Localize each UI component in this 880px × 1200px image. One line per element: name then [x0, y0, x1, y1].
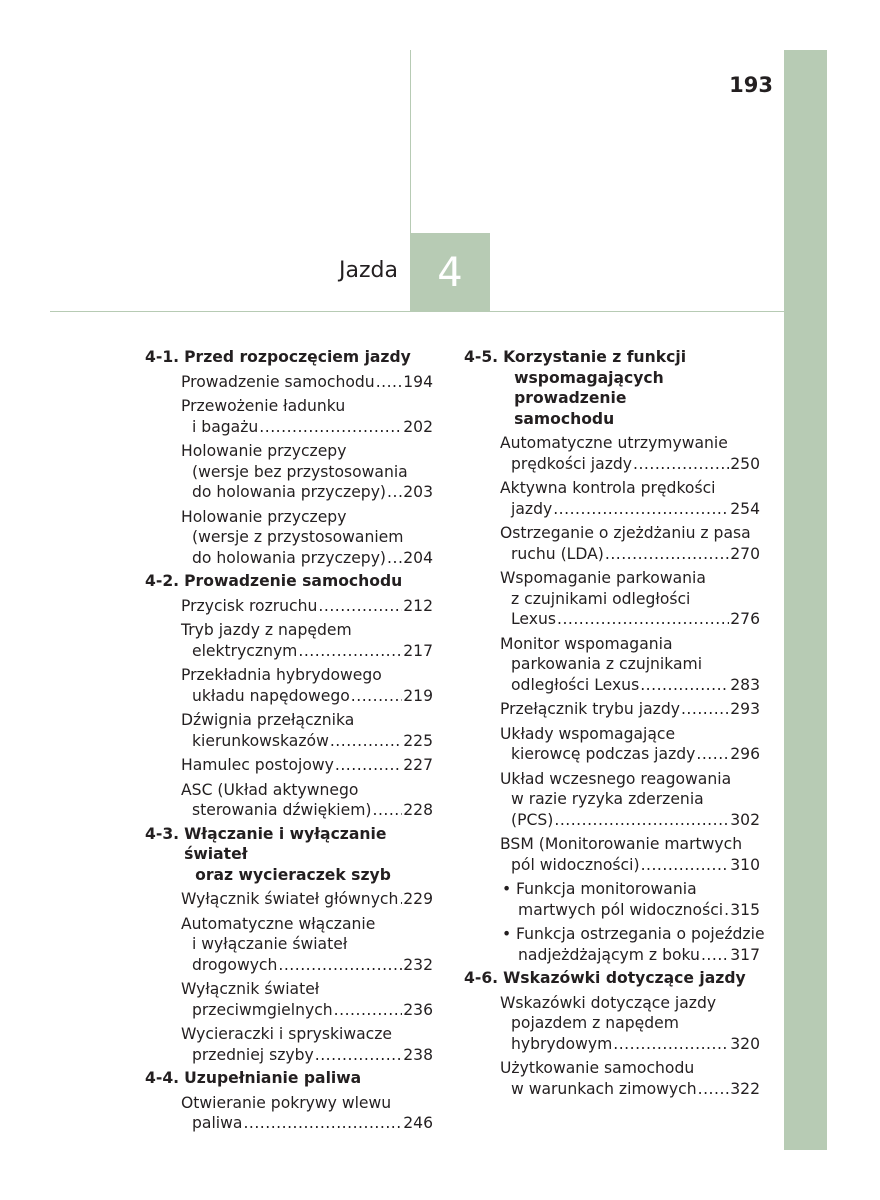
entry-page: 225 [403, 731, 433, 750]
entry-page: 217 [403, 641, 433, 660]
entry-page: 254 [730, 499, 760, 518]
toc-entry[interactable] [500, 523, 760, 564]
section-number: 4-2. [145, 572, 180, 590]
entry-text: martwych pól widoczności [518, 900, 724, 919]
toc-entry[interactable] [181, 914, 433, 976]
entry-line: Układy wspomagające [500, 724, 676, 743]
entry-line: z czujnikami odległości [511, 589, 691, 608]
toc-entry[interactable] [500, 993, 760, 1055]
entry-text: kierunkowskazów [192, 731, 329, 750]
section-number: 4-3. [145, 824, 180, 843]
toc-bullet-entry[interactable] [502, 924, 765, 965]
entry-line: Przewożenie ładunku [181, 397, 346, 415]
entry-line: i wyłączanie świateł [192, 935, 348, 953]
toc-entry[interactable] [181, 889, 433, 910]
entry-page: 236 [403, 1000, 433, 1019]
entry-text: Lexus [511, 610, 556, 628]
entry-text: elektrycznym [192, 641, 298, 660]
entry-line: Układ wczesnego reagowania [500, 769, 732, 788]
leader-dots [318, 596, 402, 617]
leader-dots [557, 609, 729, 630]
leader-dots [613, 1034, 729, 1055]
entry-line: w razie ryzyka zderzenia [511, 790, 704, 808]
entry-page: 293 [730, 700, 760, 718]
toc-entry[interactable] [500, 1058, 760, 1099]
toc-entry[interactable] [181, 665, 433, 706]
section-title: Prowadzenie samochodu [184, 572, 403, 590]
entry-line: Przekładnia hybrydowego [181, 666, 382, 684]
entry-line: Wskazówki dotyczące jazdy [500, 993, 717, 1012]
leader-dots [372, 800, 402, 821]
leader-dots [724, 900, 729, 921]
entry-line: Funkcja monitorowania [516, 880, 697, 898]
toc-entry[interactable] [500, 699, 760, 720]
section-number: 4-6. [464, 969, 499, 987]
chapter-side-tab [784, 50, 827, 1150]
leader-dots [351, 686, 402, 707]
toc-entry[interactable] [181, 396, 433, 437]
toc-entry[interactable] [181, 507, 433, 569]
entry-line: Wyłącznik świateł [181, 980, 320, 998]
toc-entry[interactable] [500, 433, 760, 474]
toc-section-4-6[interactable] [464, 968, 760, 989]
chapter-number: 4 [437, 249, 463, 296]
section-title: samochodu [514, 409, 615, 428]
entry-page: 296 [730, 745, 760, 763]
entry-text: Hamulec postojowy [181, 756, 334, 774]
section-number: 4-1. [145, 348, 180, 366]
leader-dots [298, 641, 402, 662]
entry-text: pól widoczności) [511, 855, 640, 874]
entry-text: odległości Lexus [511, 675, 640, 694]
entry-text: paliwa [192, 1114, 243, 1132]
section-number: 4-5. [464, 348, 499, 366]
entry-page: 219 [403, 686, 433, 705]
leader-dots [696, 744, 729, 765]
bullet-icon: • [502, 925, 512, 943]
entry-line: pojazdem z napędem [511, 1014, 679, 1032]
entry-text: układu napędowego [192, 686, 350, 705]
leader-dots [259, 417, 402, 438]
entry-text: do holowania przyczepy) [192, 483, 387, 501]
section-title: Wskazówki dotyczące jazdy [503, 969, 746, 987]
entry-text: w warunkach zimowych [511, 1079, 697, 1098]
entry-page: 315 [730, 900, 760, 919]
toc-entry[interactable] [181, 755, 433, 776]
entry-line: Holowanie przyczepy [181, 442, 347, 460]
entry-page: 203 [403, 483, 433, 501]
toc-entry[interactable] [181, 1093, 433, 1134]
entry-page: 310 [730, 855, 760, 874]
toc-left-column [145, 344, 433, 1134]
leader-dots [387, 548, 402, 569]
toc-entry[interactable] [181, 1024, 433, 1065]
toc-entry[interactable] [500, 568, 760, 630]
leader-dots [554, 810, 729, 831]
entry-line: Aktywna kontrola prędkości [500, 479, 716, 497]
leader-dots [387, 482, 402, 503]
entry-line: Funkcja ostrzegania o pojeździe [516, 925, 765, 943]
entry-line: parkowania z czujnikami [511, 655, 703, 673]
entry-line: (wersje z przystosowaniem [192, 528, 404, 546]
entry-page: 246 [403, 1114, 433, 1132]
leader-dots [335, 755, 402, 776]
entry-text: Wyłącznik świateł głównych [181, 890, 399, 908]
entry-page: 229 [403, 890, 433, 908]
toc-entry[interactable] [181, 441, 433, 503]
leader-dots [399, 889, 402, 910]
toc-section-4-1[interactable] [145, 347, 433, 368]
entry-page: 194 [403, 372, 433, 391]
entry-text: (PCS) [511, 810, 554, 829]
entry-text: ruchu (LDA) [511, 544, 604, 563]
entry-line: Dźwignia przełącznika [181, 711, 355, 729]
leader-dots [633, 454, 729, 475]
entry-text: kierowcę podczas jazdy [511, 745, 696, 763]
entry-line: Wycieraczki i spryskiwacze [181, 1025, 393, 1043]
entry-page: 204 [403, 548, 433, 567]
entry-text: i bagażu [192, 417, 259, 436]
entry-text: przedniej szyby [192, 1045, 314, 1064]
entry-text: hybrydowym [511, 1034, 613, 1053]
entry-page: 238 [403, 1045, 433, 1064]
entry-line: Monitor wspomagania [500, 634, 673, 653]
entry-line: Holowanie przyczepy [181, 507, 347, 526]
toc-entry[interactable] [181, 979, 433, 1020]
entry-text: Przycisk rozruchu [181, 596, 318, 615]
toc-bullet-entry[interactable] [502, 879, 760, 920]
section-title: Korzystanie z funkcji [503, 348, 687, 366]
entry-page: 317 [730, 945, 760, 964]
entry-page: 270 [730, 544, 760, 563]
leader-dots [640, 675, 729, 696]
toc-entry[interactable] [500, 769, 760, 831]
toc-entry[interactable] [500, 834, 760, 875]
entry-line: Ostrzeganie o zjeżdżaniu z pasa [500, 524, 751, 542]
leader-dots [681, 699, 729, 720]
entry-text: sterowania dźwiękiem) [192, 801, 372, 819]
leader-dots [641, 855, 730, 876]
toc-entry[interactable] [500, 478, 760, 519]
toc-entry[interactable] [500, 724, 760, 765]
entry-page: 276 [730, 610, 760, 628]
entry-page: 228 [403, 801, 433, 819]
section-title: Włączanie i wyłączanie świateł [184, 824, 387, 863]
entry-page: 232 [403, 955, 433, 974]
entry-text: prędkości jazdy [511, 454, 633, 473]
toc-section-4-2[interactable] [145, 571, 433, 592]
bullet-icon: • [502, 880, 512, 898]
entry-line: BSM (Monitorowanie martwych [500, 835, 743, 853]
section-title: oraz wycieraczek szyb [195, 865, 391, 884]
leader-dots [605, 544, 729, 565]
toc-entry[interactable] [181, 620, 433, 661]
toc-entry[interactable] [500, 634, 760, 696]
entry-text: jazdy [511, 499, 553, 518]
toc-section-4-5[interactable] [464, 347, 760, 429]
entry-page: 227 [403, 756, 433, 774]
entry-text: Prowadzenie samochodu [181, 372, 375, 391]
page-number: 193 [729, 73, 773, 97]
leader-dots [315, 1045, 402, 1066]
chapter-number-box [410, 233, 490, 312]
leader-dots [330, 731, 402, 752]
entry-line: Użytkowanie samochodu [500, 1059, 695, 1077]
entry-line: Tryb jazdy z napędem [181, 621, 352, 639]
entry-page: 320 [730, 1034, 760, 1053]
toc-entry[interactable] [181, 596, 433, 617]
toc-section-4-3[interactable] [145, 824, 433, 886]
entry-text: przeciwmgielnych [192, 1000, 333, 1019]
entry-line: Wspomaganie parkowania [500, 569, 706, 587]
entry-page: 322 [730, 1079, 760, 1098]
entry-page: 302 [730, 810, 760, 829]
entry-line: Automatyczne włączanie [181, 914, 376, 933]
entry-page: 283 [730, 675, 760, 694]
leader-dots [278, 955, 402, 976]
leader-dots [553, 499, 729, 520]
leader-dots [334, 1000, 403, 1021]
leader-dots [701, 945, 729, 966]
section-title: wspomagających prowadzenie [514, 368, 664, 407]
leader-dots [376, 372, 403, 393]
entry-text: Przełącznik trybu jazdy [500, 700, 680, 718]
entry-line: ASC (Układ aktywnego [181, 780, 359, 799]
chapter-title: Jazda [339, 258, 398, 283]
toc-right-column [464, 344, 765, 1099]
section-title: Przed rozpoczęciem jazdy [184, 348, 411, 366]
section-title: Uzupełnianie paliwa [184, 1069, 362, 1087]
entry-line: Automatyczne utrzymywanie [500, 434, 728, 452]
toc-entry[interactable] [181, 710, 433, 751]
entry-page: 212 [403, 596, 433, 615]
toc-entry[interactable] [181, 780, 433, 821]
toc-section-4-4[interactable] [145, 1068, 433, 1089]
entry-text: drogowych [192, 955, 278, 974]
entry-page: 250 [730, 454, 760, 473]
section-number: 4-4. [145, 1069, 180, 1087]
entry-line: Otwieranie pokrywy wlewu [181, 1093, 392, 1112]
entry-page: 202 [403, 417, 433, 436]
entry-text: do holowania przyczepy) [192, 548, 387, 567]
toc-entry[interactable] [181, 372, 433, 393]
entry-line: (wersje bez przystosowania [192, 462, 408, 481]
leader-dots [243, 1113, 402, 1134]
entry-text: nadjeżdżającym z boku [518, 945, 700, 964]
leader-dots [698, 1079, 730, 1100]
